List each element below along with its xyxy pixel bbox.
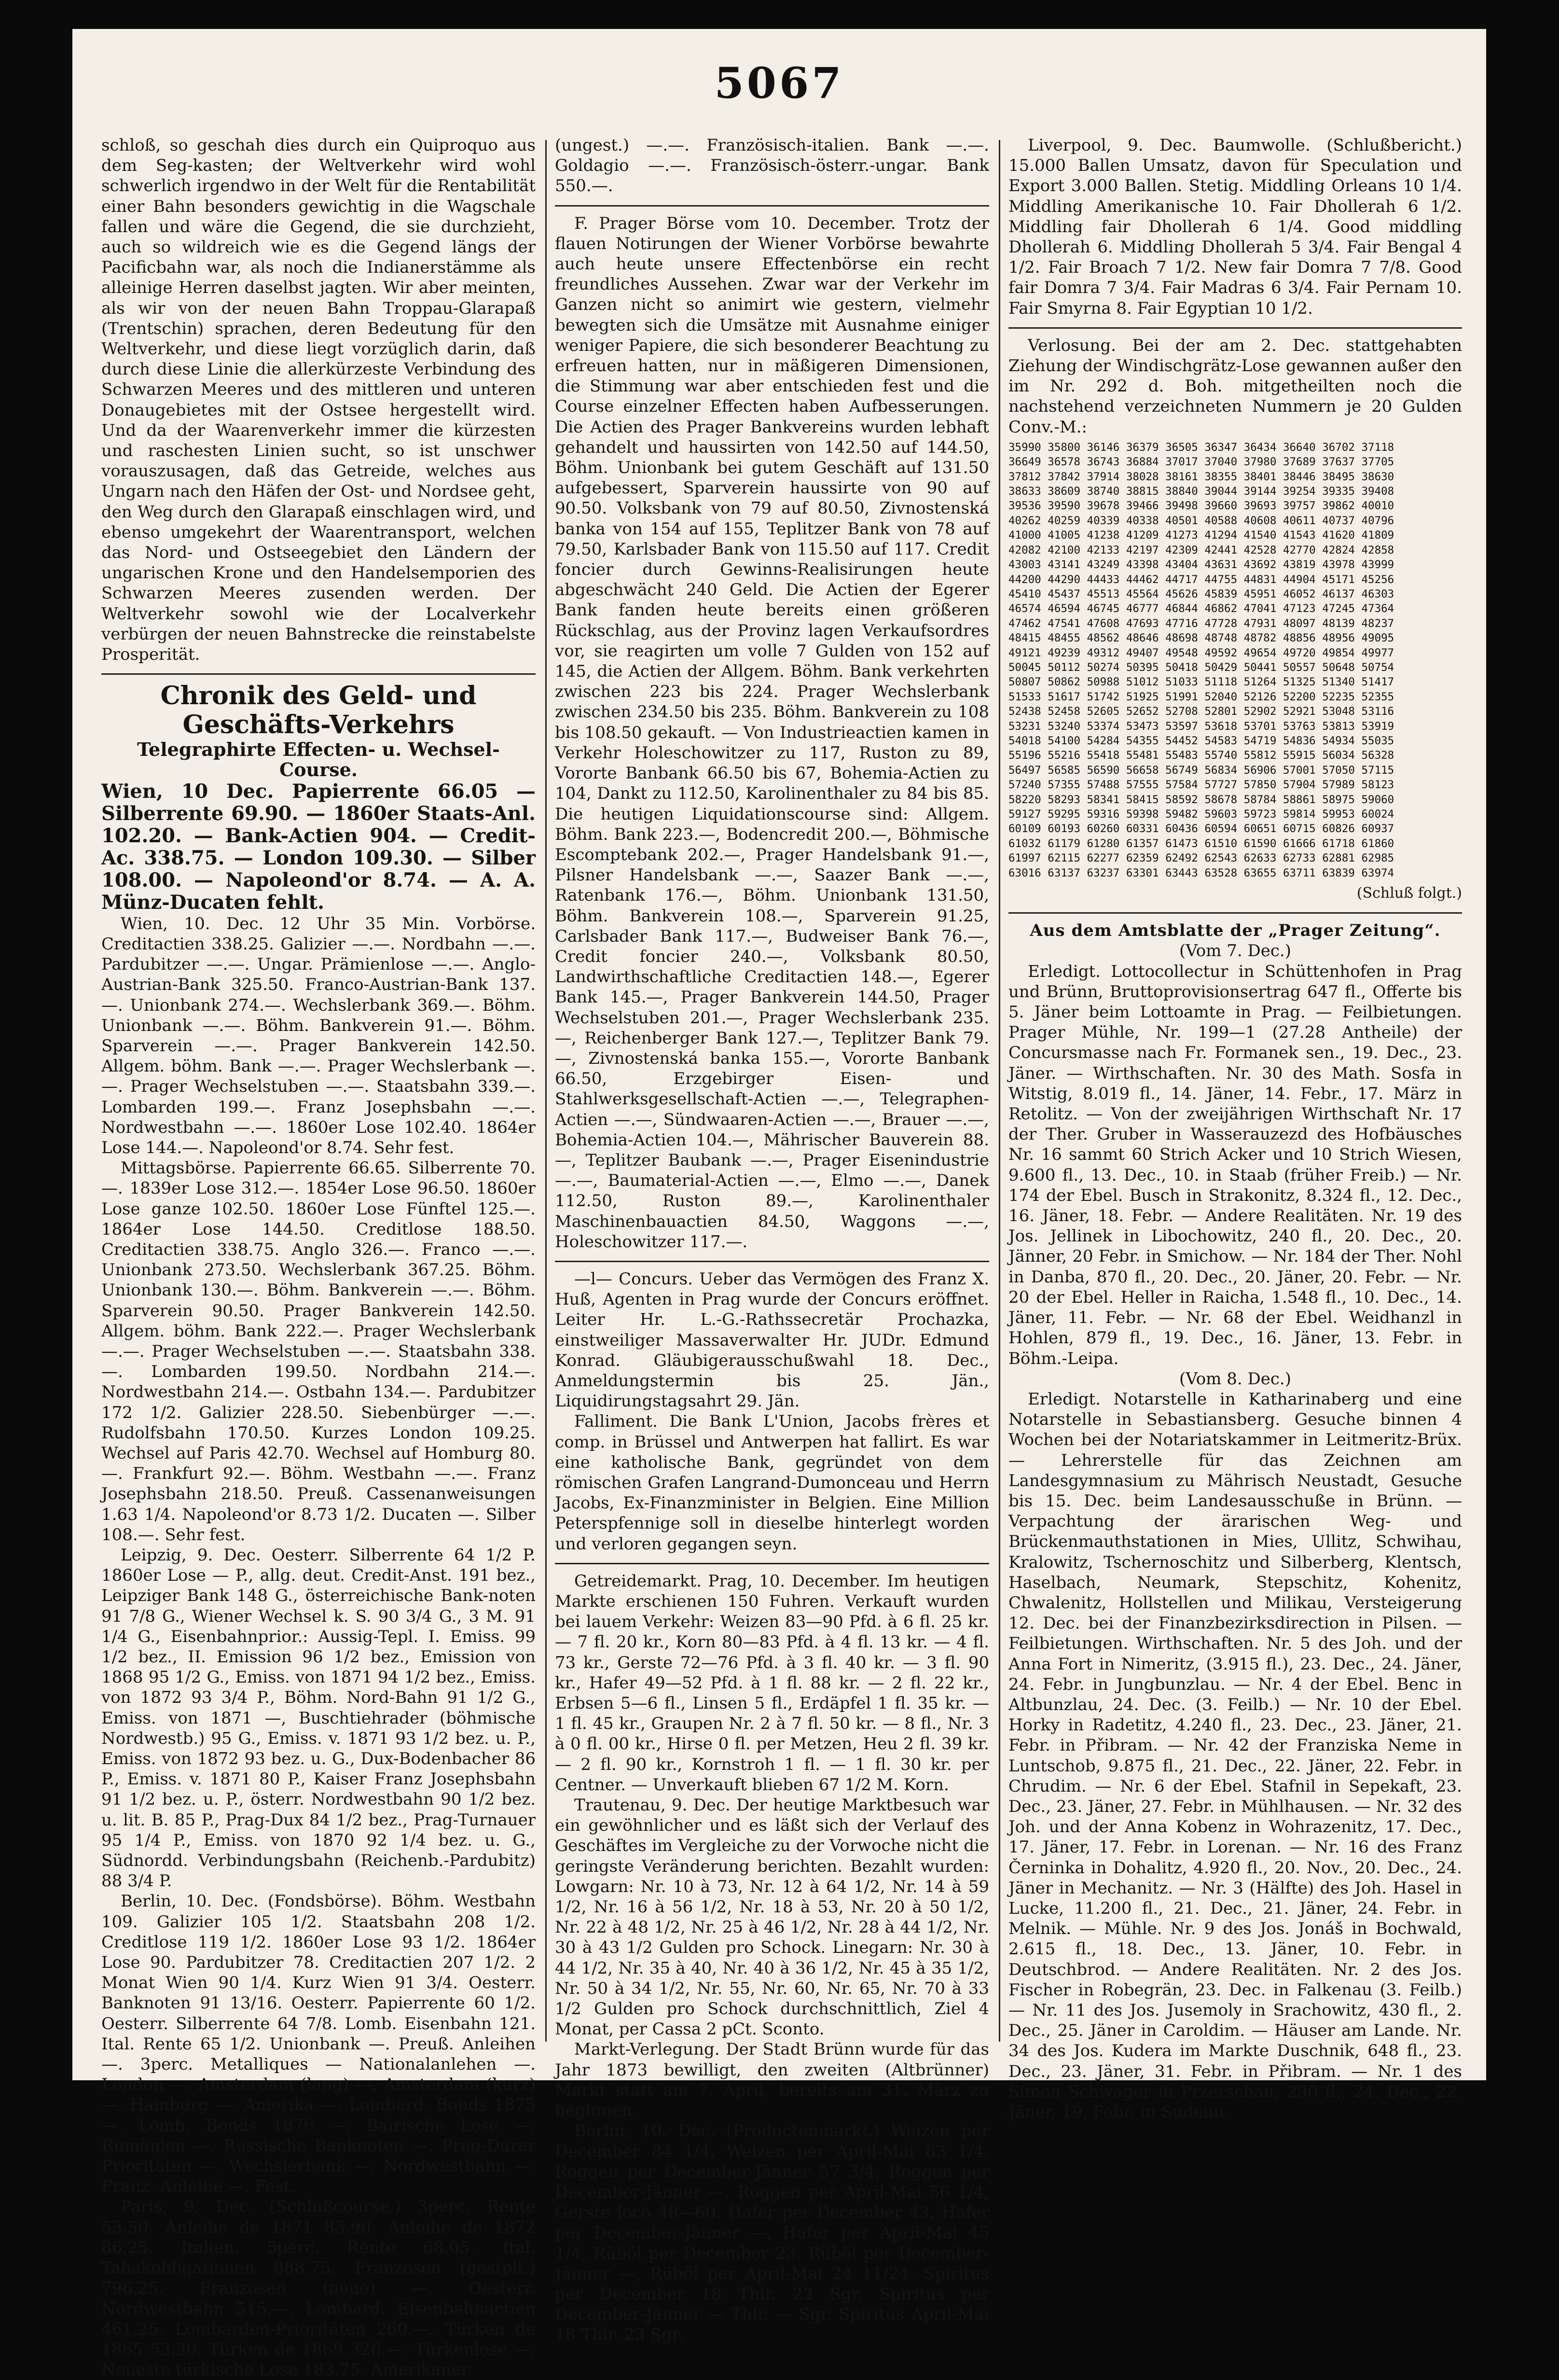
amtsblatt-date-1: (Vom 7. Dec.)	[1179, 941, 1291, 961]
telegraph-courses: Wien, 10 Dec. Papierrente 66.05 — Silberrente 69.90. — 1860er Staats-Anl. 102.20. — Bank-Actien 904. — Credit-Ac. 338.75. — London 109.30. — Silber 108.00. — Napoleond'or 8.74. — A. A. Münz-Ducaten fehlt.	[101, 779, 536, 914]
column-2-top: (ungest.) —.—. Französisch-italien. Bank —.—. Goldagio —.—. Französisch-österr.-ungar. Bank 550.—.	[555, 136, 989, 196]
lottery-number-row: 37812 37842 37914 38028 38161 38355 38401 38446 38495 38630	[1008, 470, 1394, 483]
lottery-number-row: 50045 50112 50274 50395 50418 50429 50441 50557 50648 50754	[1008, 661, 1394, 674]
berlin-report: Berlin, 10. Dec. (Fondsbörse). Böhm. Westbahn 109. Galizier 105 1/2. Staatsbahn 208 1/2. Creditlose 119 1/2. 1860er Lose 93 1/2. 1864er Lose 90. Pardubitzer 78. Creditactien 207 1/2. 2 Monat Wien 90 1/4. Kurz Wien 91 3/4. Oesterr. Banknoten 91 13/16. Oesterr. Papierrente 60 1/2. Oesterr. Silberrente 64 7/8. Lomb. Eisenbahn 121. Ital. Rente 65 1/2. Unionbank —. Preuß. Anleihen —. 3perc. Metalliques — Nationalanlehen —. London —. Amsterdam (lang) —. Amsterdam (kurz) —. Hamburg —. Amerika —. Lombard. Bonds 1875 —. Lomb. Bonds 1876 —. Bairische Lose —. Rumänien —. Russische Banknoten —. Prag-Durer Prioritäten —. Wechslerbank —. Nordwestbahn —. Franz. Anleihe —. Fest.	[101, 1892, 536, 2197]
divider	[1008, 327, 1462, 329]
column-1	[101, 135, 536, 2380]
prager-boerse-report: F. Prager Börse vom 10. December. Trotz der flauen Notirungen der Wiener Vorbörse bewahrte auch heute unsere Effectenbörse ein recht freundliches Aussehen. Zwar war der Verkehr im Ganzen nicht so animirt wie gestern, vielmehr bewegten sich die Umsätze mit Ausnahme einiger weniger Papiere, die sich besonderer Beachtung zu erfreuen hatten, nur in mäßigeren Dimensionen, die Stimmung war aber entschieden fest und die Course einzelner Effecten haben Aufbesserungen. Die Actien des Prager Bankvereins wurden lebhaft gehandelt und haussirten von 142.50 auf 144.50, Böhm. Unionbank bei gutem Geschäft auf 131.50 aufgebessert, Sparverein haussirte von 90 auf 90.50. Volksbank von 79 auf 80.50, Zivnostenská banka von 154 auf 155, Teplitzer Bank von 78 auf 79.50, Karlsbader Bank von 115.50 auf 117. Credit foncier durch Gewinns-Realisirungen heute abgeschwächt 240 Geld. Die Actien der Egerer Bank fanden heute bereits einen größeren Rückschlag, aus der Provinz lagen Verkaufsordres vor, sie reagirten um volle 7 Gulden von 152 auf 145, die Actien der Allgem. Böhm. Bank verkehrten zwischen 223 bis 224. Prager Wechslerbank zwischen 234.50 bis 235. Böhm. Bankverein zu 108 bis 108.50 gekauft. — Von Industrieactien kamen in Verkehr Holeschowitzer zu 117, Ruston zu 89, Vororte Banbank 66.50 bis 67, Bohemia-Actien zu 104, Dankt zu 112.50, Karolinenthaler zu 84 bis 85. Die heutigen Liquidationscourse sind: Allgem. Böhm. Bank 223.—, Bodencredit 200.—, Böhmische Escomptebank 202.—, Prager Handelsbank 91.—, Pilsner Handelsbank —.—, Saazer Bank —.—, Ratenbank 176.—, Böhm. Unionbank 131.50, Böhm. Bankverein 108.—, Sparverein 91.25, Carlsbader Bank 117.—, Budweiser Bank 76.—, Credit foncier 240.—, Volksbank 80.50, Landwirthschaftliche Creditactien 148.—, Egerer Bank 145.—, Prager Bankverein 144.50, Prager Wechselstuben 201.—, Prager Wechslerbank 235.—, Reichenberger Bank 127.—, Teplitzer Bank 79.—, Zivnostenská banka 155.—, Vororte Banbank 66.50, Erzgebirger Eisen- und Stahlwerksgesellschaft-Actien —.—, Telegraphen-Actien —.—, Sündwaaren-Actien —.—, Brauer —.—, Bohemia-Actien 104.—, Mährischer Bauverein 88.—, Teplitzer Baubank —.—, Prager Eisenindustrie —.—, Baumaterial-Actien —.—, Elmo —.—, Danek 112.50, Ruston 89.—, Karolinenthaler Maschinenbauactien 84.50, Waggons —.—, Holeschowitzer 117.—.	[555, 213, 989, 1252]
divider	[1008, 912, 1462, 914]
lottery-number-row: 56497 56585 56590 56658 56749 56834 56906 57001 57050 57115	[1008, 764, 1394, 777]
column-3	[1008, 135, 1462, 2122]
intro-paragraph: schloß, so geschah dies durch ein Quiproquo aus dem Seg-kasten; der Weltverkehr wird wohl schwerlich irgendwo in der Welt für die Rentabilität einer Bahn besonders gewichtig in die Wagschale fallen und wäre die Gegend, die sie durchzieht, auch so wildreich wie es die Gegend längs der Pacificbahn war, als noch die Indianerstämme als alleinige Herren daselbst jagten. Wir aber meinten, als wir von der neuen Bahn Troppau-Glarapaß (Trentschin) sprachen, deren Bedeutung für den Weltverkehr, und diese liegt vorzüglich darin, daß durch diese Linie die allerkürzeste Verbindung des Schwarzen Meeres und des mittleren und unteren Donaugebietes mit der Ostsee hergestellt wird. Und da der Waarenverkehr immer die kürzesten und raschesten Linien sucht, so ist unschwer vorauszusagen, daß das Getreide, welches aus Ungarn nach den Häfen der Ost- und Nordsee geht, den Weg durch den Glarapaß einschlagen wird, und ebenso umgekehrt der Waarentransport, welchen das Nord- und Ostseegebiet den Ländern der ungarischen Krone und den Handelsemporien des Schwarzen Meeres zusenden werden. Der Weltverkehr sowohl wie der Localverkehr verbürgen der neuen Bahnstrecke die reinstabelste Prosperität.	[101, 136, 536, 665]
leipzig-report: Leipzig, 9. Dec. Oesterr. Silberrente 64 1/2 P. 1860er Lose — P., allg. deut. Credit-Anst. 191 bez., Leipziger Bank 148 G., österreichische Bank-noten 91 7/8 G., Wiener Wechsel k. S. 90 3/4 G., 3 M. 91 1/4 G., Eisenbahnprior.: Aussig-Tepl. I. Emiss. 99 1/2 bez., II. Emission 96 1/2 bez., Emission von 1868 95 1/2 G., Emiss. von 1871 94 1/2 bez., Emiss. von 1872 93 3/4 P., Böhm. Nord-Bahn 91 1/2 G., Emiss. von 1871 —, Buschtiehrader (böhmische Nordwestb.) 95 G., Emiss. v. 1871 93 1/2 bez. u. P., Emiss. von 1872 93 bez. u. G., Dux-Bodenbacher 86 P., Emiss. v. 1871 80 P., Kaiser Franz Josephsbahn 91 1/2 bez. u. P., österr. Nordwestbahn 90 1/2 bez. u. lit. B. 85 P., Prag-Dux 84 1/2 bez., Prag-Turnauer 95 1/4 P., Emiss. von 1870 92 1/4 bez. u. G., Südnordd. Verbindungsbahn (Reichenb.-Pardubitz) 88 3/4 P.	[101, 1545, 536, 1891]
column-rule-2	[999, 140, 1000, 2042]
lottery-number-row: 63016 63137 63237 63301 63443 63528 63655 63711 63839 63974	[1008, 866, 1394, 879]
erledigt-notices-1: Erledigt. Lottocollectur in Schüttenhofen in Prag und Brünn, Bruttoprovisionsertrag 647 fl., Offerte bis 5. Jäner beim Lottoamte in Prag. — Feilbietungen. Prager Mühle, Nr. 199—1 (27.28 Antheile) der Concursmasse nach Fr. Formanek sen., 19. Dec., 23. Jäner. — Wirthschaften. Nr. 30 des Math. Sosfa in Witstig, 8.019 fl., 14. Jäner, 14. Febr., 17. März in Retolitz. — Von der zweijährigen Wirthschaft Nr. 17 der Ther. Gruber in Wasserauzezd des Hofbäusches Nr. 16 sammt 60 Strich Acker und 10 Strich Wiesen, 9.600 fl., 13. Dec., 10. in Staab (früher Freib.) — Nr. 174 der Ebel. Busch in Strakonitz, 8.324 fl., 12. Dec., 16. Jäner, 18. Febr. — Andere Realitäten. Nr. 19 des Jos. Jellinek in Libochowitz, 240 fl., 20. Dec., 20. Jänner, 20 Febr. in Smichow. — Nr. 184 der Ther. Nohl in Danba, 870 fl., 20. Dec., 20. Jäner, 20. Febr. — Nr. 20 der Ebel. Heller in Raicha, 1.548 fl., 10. Dec., 14. Jäner, 11. Febr. — Nr. 68 der Ebel. Weidhanzl in Hohlen, 879 fl., 19. Dec., 16. Jäner, 13. Febr. in Böhm.-Leipa.	[1008, 961, 1462, 1368]
mittag-report: Mittagsbörse. Papierrente 66.65. Silberrente 70.—. 1839er Lose 312.—. 1854er Lose 96.50. 1860er Lose ganze 102.50. 1860er Lose Fünftel 125.—. 1864er Lose 144.50. Creditlose 188.50. Creditactien 338.75. Anglo 326.—. Franco —.—. Unionbank 273.50. Wechslerbank 367.25. Böhm. Unionbank 130.—. Böhm. Bankverein —.—. Böhm. Sparverein 90.50. Prager Bankverein 142.50. Allgem. böhm. Bank 222.—. Prager Wechslerbank —.—. Prager Wechselstuben —.—. Staatsbahn 338.—. Lombarden 199.50. Nordbahn 214.—. Nordwestbahn 214.—. Ostbahn 134.—. Pardubitzer 172 1/2. Galizier 228.50. Siebenbürger —.—. Rudolfsbahn 170.50. Kurzes London 109.25. Wechsel auf Paris 42.70. Wechsel auf Homburg 80.—. Frankfurt 92.—. Böhm. Westbahn —.—. Franz Josephsbahn 218.50. Preuß. Cassenanweisungen 1.63 1/4. Napoleond'or 8.73 1/2. Ducaten —. Silber 108.—. Sehr fest.	[101, 1158, 536, 1545]
lottery-number-row: 54018 54100 54284 54355 54452 54583 54719 54836 54934 55035	[1008, 734, 1394, 747]
lottery-number-row: 47462 47541 47608 47693 47716 47728 47931 48097 48139 48237	[1008, 617, 1394, 630]
lottery-number-table	[1008, 440, 1462, 880]
column-rule-1	[545, 140, 547, 2042]
lottery-number-row: 35990 35800 36146 36379 36505 36347 36434 36640 36702 37118	[1008, 441, 1394, 454]
paris-report: Paris, 9. Dec. (Schlußcourse.) 3perc. Rente 53.50. Anleihe de 1871 83.90. Anleihe de 1872 86.25. Italien. 5perc. Rente 68.05. Ital. Tabakobligationen 888.75. Franzosen (gestplt.) 796.25. Franzosen (neue) —. Oesterr. Nordwestbahn 515.—. Lombard. Eisenbahnactien 461.25. Lombarden-Prioritäten 260.—. Türken de 1865 53.30. Türken de 1869 326.—. Türkenlose —. Neueste türkische Lose 183.75. Amerikaner	[101, 2197, 536, 2380]
amtsblatt-date-2: (Vom 8. Dec.)	[1179, 1369, 1291, 1389]
markt-verlegung-notice: Markt-Verlegung. Der Stadt Brünn wurde für das Jahr 1873 bewilligt, den zweiten (Altbrünner) Markt statt am 7. April, bereits am 31. März zu beginnen.	[555, 2040, 989, 2121]
wien-report: Wien, 10. Dec. 12 Uhr 35 Min. Vorbörse. Creditactien 338.25. Galizier —.—. Nordbahn —.—. Pardubitzer —.—. Ungar. Prämienlose —.—. Anglo-Austrian-Bank 325.50. Franco-Austrian-Bank 137.—. Unionbank 274.—. Wechslerbank 369.—. Böhm. Unionbank —.—. Böhm. Bankverein 91.—. Böhm. Sparverein —.—. Prager Bankverein 142.50. Allgem. böhm. Bank —.—. Prager Wechslerbank —.—. Prager Wechselstuben —.—. Staatsbahn 339.—. Lombarden 199.—. Franz Josephsbahn —.—. Nordwestbahn —.—. 1860er Lose 102.40. 1864er Lose 144.—. Napoleond'or 8.74. Sehr fest.	[101, 914, 536, 1157]
divider	[555, 205, 989, 207]
lottery-number-row: 36649 36578 36743 36884 37017 37040 37980 37689 37637 37705	[1008, 456, 1394, 469]
lottery-number-row: 49121 49239 49312 49407 49548 49592 49654 49720 49854 49977	[1008, 646, 1394, 659]
verlosung-notice: Verlosung. Bei der am 2. Dec. stattgehabten Ziehung der Windischgrätz-Lose gewannen außer den im Nr. 292 d. Boh. mitgetheilten noch die nachstehend verzeichneten Nummern je 20 Gulden Conv.-M.:	[1008, 335, 1462, 437]
lottery-number-row: 41000 41005 41238 41209 41273 41294 41540 41543 41620 41809	[1008, 529, 1394, 542]
divider	[555, 1563, 989, 1564]
column-2	[555, 135, 989, 2345]
section-subtitle: Telegraphirte Effecten- u. Wechsel-Course.	[137, 738, 500, 781]
amtsblatt-title: Aus dem Amtsblatte der „Prager Zeitung“.	[1030, 921, 1441, 941]
berlin-productenmarkt: Berlin, 10. Dec. (Productenmarkt.) Weizen per December 84 1/4, Weizen per April-Mai 83 1/4, Roggen per December-Jänner 57 3/4, Roggen per December-Jänner —, Roggen per April-Mai 56 1/4, Gerste loco 48—60. Hafer per December 43, Hafer per December-Jänner —, Hafer per April-Mai 45 1/4, Rüböl per December 23. Rüböl per December-Jänner —, Rüböl per April-Mai 24 11/24. Spiritus per December 18 Thlr. 22 Sgr. Spiritus per December-Jänner — Thlr. — Sgr. Spiritus April-Mai 18 Thlr. 23 Sgr.	[555, 2121, 989, 2345]
lottery-number-row: 38633 38609 38740 38815 38840 39044 39144 39254 39335 39408	[1008, 485, 1394, 498]
erledigt-notices-2: Erledigt. Notarstelle in Katharinaberg und eine Notarstelle in Sebastiansberg. Gesuche binnen 4 Wochen bei der Notariatskammer in Leitmeritz-Brüx. — Lehrerstelle für das Zeichnen am Landesgymnasium zu Mährisch Neustadt, Gesuche bis 15. Dec. beim Landesausschuße in Brünn. — Verpachtung der ärarischen Weg- und Brückenmauthstationen in Mies, Ullitz, Schwihau, Kralowitz, Tschernoschitz und Silberberg, Klentsch, Haselbach, Neumark, Stepschitz, Kohenitz, Chwalenitz, Hollstellen und Milikau, Versteigerung 12. Dec. bei der Finanzbezirksdirection in Pilsen. — Feilbietungen. Wirthschaften. Nr. 5 des Joh. und der Anna Fort in Nimeritz, (3.915 fl.), 23. Dec., 24. Jäner, 24. Febr. in Jungbunzlau. — Nr. 4 der Ebel. Benc in Altbunzlau, 24. Dec. (3. Feilb.) — Nr. 10 der Ebel. Horky in Radetitz, 4.240 fl., 23. Dec., 23. Jäner, 21. Febr. in Přibram. — Nr. 42 der Franziska Neme in Luntschob, 9.875 fl., 21. Dec., 22. Jäner, 22. Febr. in Chrudim. — Nr. 6 der Ebel. Stafnil in Sepekaft, 23. Dec., 23. Jäner, 27. Febr. in Mühlhausen. — Nr. 32 des Joh. und der Anna Kobenz in Wohrazenitz, 17. Dec., 17. Jäner, 17. Febr. in Lorenan. — Nr. 16 des Franz Černinka in Dohalitz, 4.920 fl., 20. Nov., 20. Dec., 24. Jäner in Mechanitz. — Nr. 3 (Hälfte) des Joh. Hasel in Lucke, 11.200 fl., 21. Dec., 21. Jäner, 24. Febr. in Melnik. — Mühle. Nr. 9 des Jos. Jonáš in Bochwald, 2.615 fl., 18. Dec., 13. Jäner, 10. Febr. in Deutschbrod. — Andere Realitäten. Nr. 2 des Jos. Fischer in Robegrän, 23. Dec. in Falkenau (3. Feilb.) — Nr. 11 des Jos. Jusemoly in Srachowitz, 430 fl., 2. Dec., 25. Jäner in Caroldim. — Häuser am Lande. Nr. 34 des Jos. Kudera im Markte Duschnik, 648 fl., 23. Dec., 23. Jäner, 31. Febr. in Přibram. — Nr. 1 des Simon Schwager in Przerschau, 290 fl., 24. Dec., 22. Jäner, 19. Febr. in Sudenn.	[1008, 1389, 1462, 2122]
page-number: 5067	[714, 58, 844, 108]
trautenau-report: Trautenau, 9. Dec. Der heutige Marktbesuch war ein gewöhnlicher und es läßt sich der Verlauf des Geschäftes im Vergleiche zu der Vorwoche nicht die geringste Veränderung berichten. Bezahlt wurden: Lowgarn: Nr. 10 à 73, Nr. 12 à 64 1/2, Nr. 14 à 59 1/2, Nr. 16 à 56 1/2, Nr. 18 à 53, Nr. 20 à 50 1/2, Nr. 22 à 48 1/2, Nr. 25 à 46 1/2, Nr. 28 à 44 1/2, Nr. 30 à 43 1/2 Gulden pro Schock. Linegarn: Nr. 30 à 44 1/2, Nr. 35 à 40, Nr. 40 à 36 1/2, Nr. 45 à 35 1/2, Nr. 50 à 34 1/2, Nr. 55, Nr. 60, Nr. 65, Nr. 70 à 33 1/2 Gulden pro Schock durchschnittlich, Ziel 4 Monat, per Cassa 2 pCt. Sconto.	[555, 1795, 989, 2039]
lottery-number-row: 55196 55216 55418 55481 55483 55740 55812 55915 56034 56328	[1008, 749, 1394, 762]
lottery-number-row: 53231 53240 53374 53473 53597 53618 53701 53763 53813 53919	[1008, 720, 1394, 733]
lottery-number-row: 61032 61179 61280 61357 61473 61510 61590 61666 61718 61860	[1008, 837, 1394, 850]
divider	[101, 673, 536, 675]
verlosung-continued: (Schluß folgt.)	[1356, 885, 1462, 902]
lottery-number-row: 61997 62115 62277 62359 62492 62543 62633 62733 62881 62985	[1008, 852, 1394, 865]
falliment-notice: Falliment. Die Bank L'Union, Jacobs frères et comp. in Brüssel und Antwerpen hat fallirt. Es war eine katholische Bank, gegründet von dem römischen Grafen Langrand-Dumonceau und Herrn Jacobs, Ex-Finanzminister in Belgien. Eine Million Peterspfennige soll in dieselbe hinterlegt worden und verloren gegangen seyn.	[555, 1412, 989, 1554]
lottery-number-row: 44200 44290 44433 44462 44717 44755 44831 44904 45171 45256	[1008, 573, 1394, 586]
lottery-number-row: 57240 57355 57488 57555 57584 57727 57850 57904 57989 58123	[1008, 779, 1394, 792]
lottery-number-row: 42082 42100 42133 42197 42309 42441 42528 42770 42824 42858	[1008, 543, 1394, 557]
lottery-number-row: 60109 60193 60260 60331 60436 60594 60651 60715 60826 60937	[1008, 822, 1394, 835]
divider	[555, 1261, 989, 1262]
section-title: Chronik des Geld- und Geschäfts-Verkehrs	[160, 681, 477, 740]
lottery-number-row: 40262 40259 40339 40338 40501 40588 40608 40611 40737 40796	[1008, 514, 1394, 527]
lottery-number-row: 45410 45437 45513 45564 45626 45839 45951 46052 46137 46303	[1008, 587, 1394, 600]
lottery-number-row: 48415 48455 48562 48646 48698 48748 48782 48856 48956 49095	[1008, 632, 1394, 645]
newspaper-page	[72, 29, 1486, 2380]
lottery-number-row: 39536 39590 39678 39466 39498 39660 39693 39757 39862 40010	[1008, 500, 1394, 513]
lottery-number-row: 50807 50862 50988 51012 51033 51118 51264 51325 51340 51417	[1008, 676, 1394, 689]
lottery-number-row: 52438 52458 52605 52652 52708 52801 52902 52921 53048 53116	[1008, 705, 1394, 718]
liverpool-report: Liverpool, 9. Dec. Baumwolle. (Schlußbericht.) 15.000 Ballen Umsatz, davon für Speculation und Export 3.000 Ballen. Stetig. Middling Orleans 10 1/4. Middling Amerikanische 10. Fair Dhollerah 6 1/2. Middling fair Dhollerah 6 1/4. Good middling Dhollerah 6. Middling Dhollerah 5 3/4. Fair Bengal 4 1/2. Fair Broach 7 1/2. New fair Domra 7 7/8. Good fair Domra 7 3/4. Fair Madras 6 3/4. Fair Pernam 10. Fair Smyrna 8. Fair Egyptian 10 1/2.	[1008, 136, 1462, 318]
lottery-number-row: 46574 46594 46745 46777 46844 46862 47041 47123 47245 47364	[1008, 602, 1394, 615]
lottery-number-row: 59127 59295 59316 59398 59482 59603 59723 59814 59953 60024	[1008, 808, 1394, 821]
lottery-number-row: 58220 58293 58341 58415 58592 58678 58784 58861 58975 59060	[1008, 793, 1394, 806]
concurs-notice: —l— Concurs. Ueber das Vermögen des Franz X. Huß, Agenten in Prag wurde der Concurs eröffnet. Leiter Hr. L.-G.-Rathssecretär Prochazka, einstweiliger Massaverwalter Hr. JUDr. Edmund Konrad. Gläubigerausschußwahl 18. Dec., Anmeldungstermin bis 25. Jän., Liquidirungstagsahrt 29. Jän.	[555, 1269, 989, 1411]
lottery-number-row: 51533 51617 51742 51925 51991 52040 52126 52200 52235 52355	[1008, 690, 1394, 703]
lottery-number-row: 43003 43141 43249 43398 43404 43631 43692 43819 43978 43999	[1008, 558, 1394, 571]
getreidemarkt-report: Getreidemarkt. Prag, 10. December. Im heutigen Markte erschienen 150 Fuhren. Verkauft wurden bei lauem Verkehr: Weizen 83—90 Pfd. à 6 fl. 25 kr. — 7 fl. 20 kr., Korn 80—83 Pfd. à 4 fl. 13 kr. — 4 fl. 73 kr., Gerste 72—76 Pfd. à 3 fl. 40 kr. — 3 fl. 90 kr., Hafer 49—52 Pfd. à 1 fl. 88 kr. — 2 fl. 22 kr., Erbsen 5—6 fl., Linsen 5 fl., Erdäpfel 1 fl. 35 kr. — 1 fl. 45 kr., Graupen Nr. 2 à 7 fl. 50 kr. — 8 fl., Nr. 3 à 0 fl. 00 kr., Hirse 0 fl. per Metzen, Heu 2 fl. 39 kr. — 2 fl. 90 kr., Kornstroh 1 fl. — 1 fl. 30 kr. per Centner. — Unverkauft blieben 67 1/2 M. Korn.	[555, 1571, 989, 1795]
